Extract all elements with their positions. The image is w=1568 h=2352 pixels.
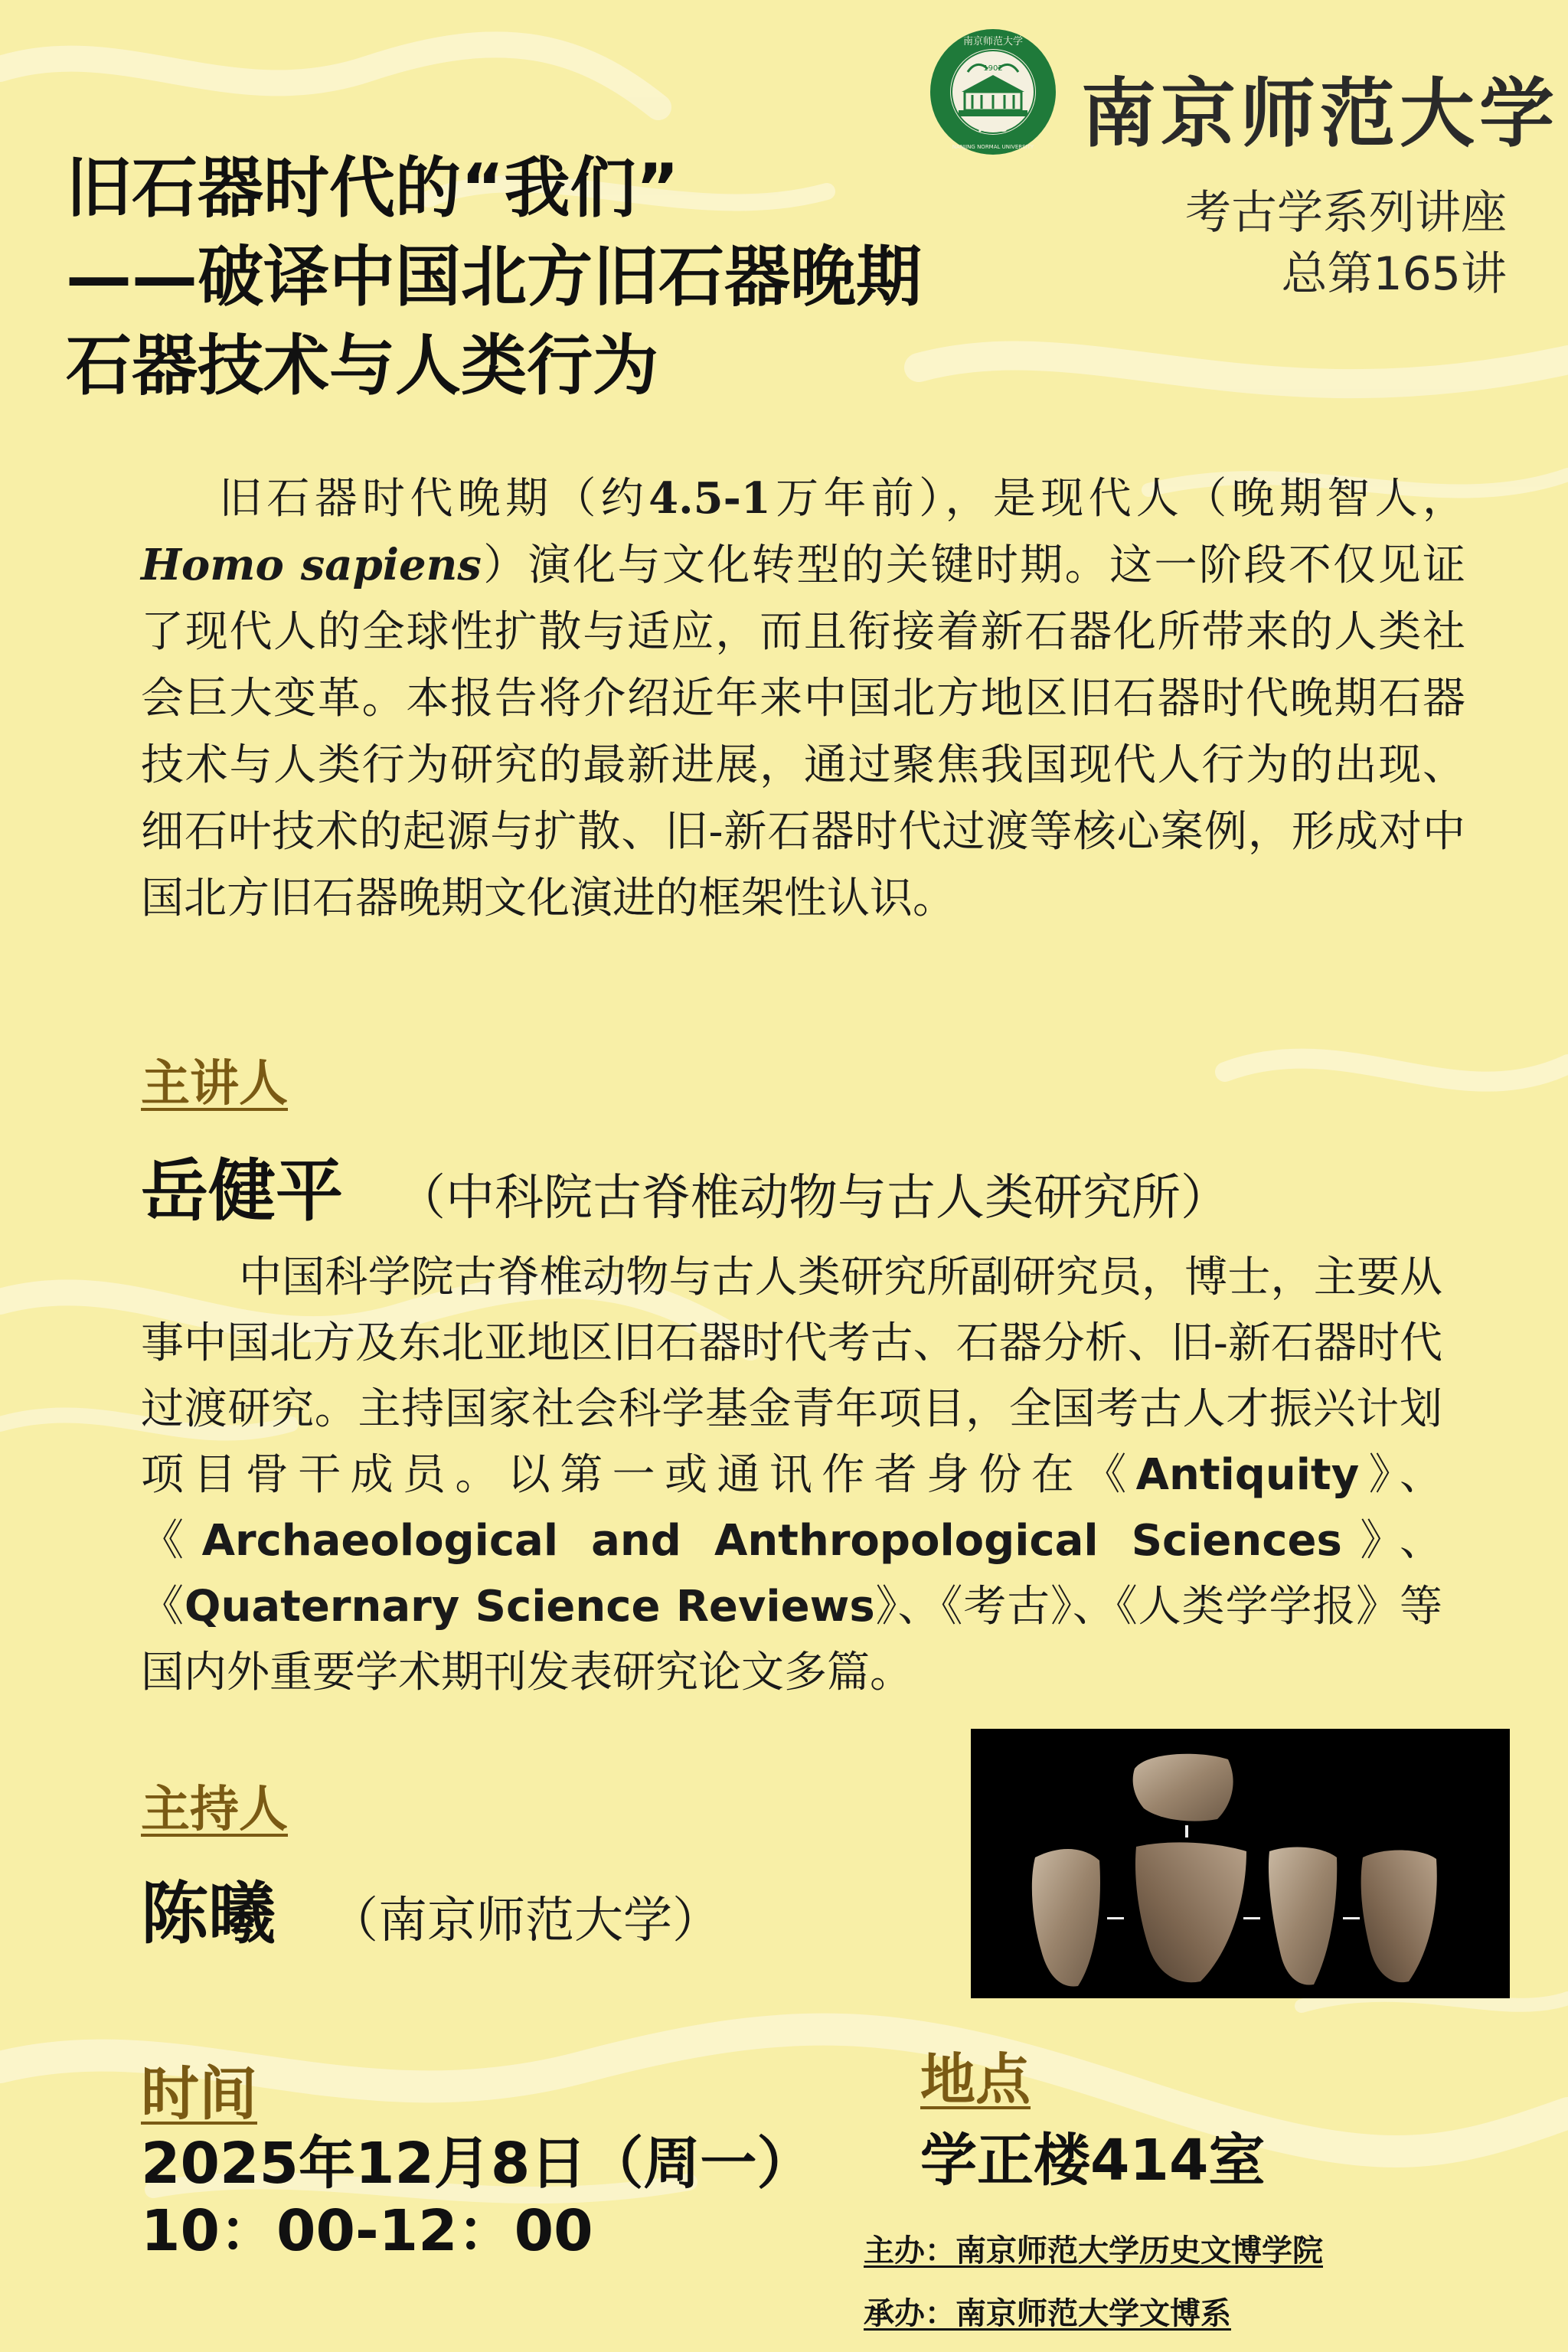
lecture-series bbox=[1185, 182, 1507, 305]
host-label: 主持人 bbox=[141, 1782, 288, 1838]
event-venue: 学正楼414室 bbox=[920, 2128, 1266, 2194]
bio-text-4: 》、《考古》、《人类学学报》等国内外重要学术期刊发表研究论文多篇。 bbox=[141, 1582, 1443, 1697]
logo-text-bottom: NANJING NORMAL UNIVERSITY bbox=[952, 144, 1034, 150]
bio-journal-3: Quaternary Science Reviews bbox=[184, 1582, 875, 1632]
bio-text-2: 》、《 bbox=[141, 1450, 1443, 1566]
logo-text-top: 南京师范大学 bbox=[962, 36, 1024, 47]
event-hours: 10：00-12：00 bbox=[141, 2198, 593, 2264]
bio-text-3: 》、《 bbox=[141, 1516, 1443, 1632]
host-name: 陈曦 bbox=[141, 1874, 276, 1953]
event-date: 2025年12月8日（周一） bbox=[141, 2131, 814, 2197]
abstract-text-3: ）演化与文化转型的关键时期。这一阶段不仅见证了现代人的全球性扩散与适应，而且衔接着新石器化所带来的人类社会巨大变革。本报告将介绍近年来中国北方地区旧石器时代晚期石器技术与人类行为研究的最新进展，通过聚焦我国现代人行为的出现、细石叶技术的起源与扩散、旧-新石器时代过渡等核心案例，形成对中国北方旧石器晚期文化演进的框架性认识。 bbox=[141, 541, 1465, 923]
speaker bbox=[141, 1138, 1230, 1234]
lecture-abstract bbox=[141, 466, 1465, 932]
university-name: 南京师范大学 bbox=[1081, 70, 1560, 158]
title-line-3: 石器技术与人类行为 bbox=[66, 328, 658, 404]
bio-journal-1: Antiquity bbox=[1135, 1450, 1360, 1500]
logo-year: 1902 bbox=[983, 64, 1003, 73]
stone-tools-photo bbox=[971, 1729, 1510, 1998]
abstract-text-2: 万年前），是现代人（晚期智人， bbox=[770, 474, 1466, 524]
location-label: 地点 bbox=[920, 2047, 1031, 2112]
title-line-1: 旧石器时代的“我们” bbox=[66, 150, 680, 227]
host-organization: 主办：南京师范大学历史文博学院 bbox=[864, 2233, 1323, 2269]
co-organizer: 承办：南京师范大学文博系 bbox=[864, 2296, 1231, 2331]
speaker-affiliation: （中科院古脊椎动物与古人类研究所） bbox=[397, 1170, 1230, 1227]
time-label: 时间 bbox=[141, 2060, 257, 2128]
logo-abbr: NNU bbox=[978, 120, 1008, 135]
speaker-label: 主讲人 bbox=[141, 1056, 288, 1112]
series-number: 总第165讲 bbox=[1281, 247, 1507, 301]
speaker-name: 岳健平 bbox=[141, 1152, 344, 1230]
series-name: 考古学系列讲座 bbox=[1185, 186, 1507, 240]
host-affiliation: （南京师范大学） bbox=[329, 1893, 722, 1949]
abstract-species-name: Homo sapiens bbox=[141, 540, 482, 590]
host bbox=[141, 1860, 721, 1957]
event-time bbox=[141, 2130, 813, 2265]
title-line-2: ——破译中国北方旧石器晚期 bbox=[66, 239, 922, 315]
lecture-title bbox=[66, 144, 1061, 410]
bio-text-1: 中国科学院古脊椎动物与古人类研究所副研究员，博士，主要从事中国北方及东北亚地区旧石器时代考古、石器分析、旧-新石器时代过渡研究。主持国家社会科学基金青年项目，全国考古人才振兴计划项目骨干成员。以第一或通讯作者身份在《 bbox=[141, 1253, 1442, 1500]
abstract-date-range: 4.5-1 bbox=[648, 473, 771, 524]
university-logo bbox=[928, 24, 1058, 159]
bio-journal-2: Archaeological and Anthropological Sciences bbox=[201, 1516, 1342, 1566]
abstract-text-1: 旧石器时代晚期（约 bbox=[219, 474, 649, 524]
speaker-bio bbox=[141, 1245, 1442, 1706]
